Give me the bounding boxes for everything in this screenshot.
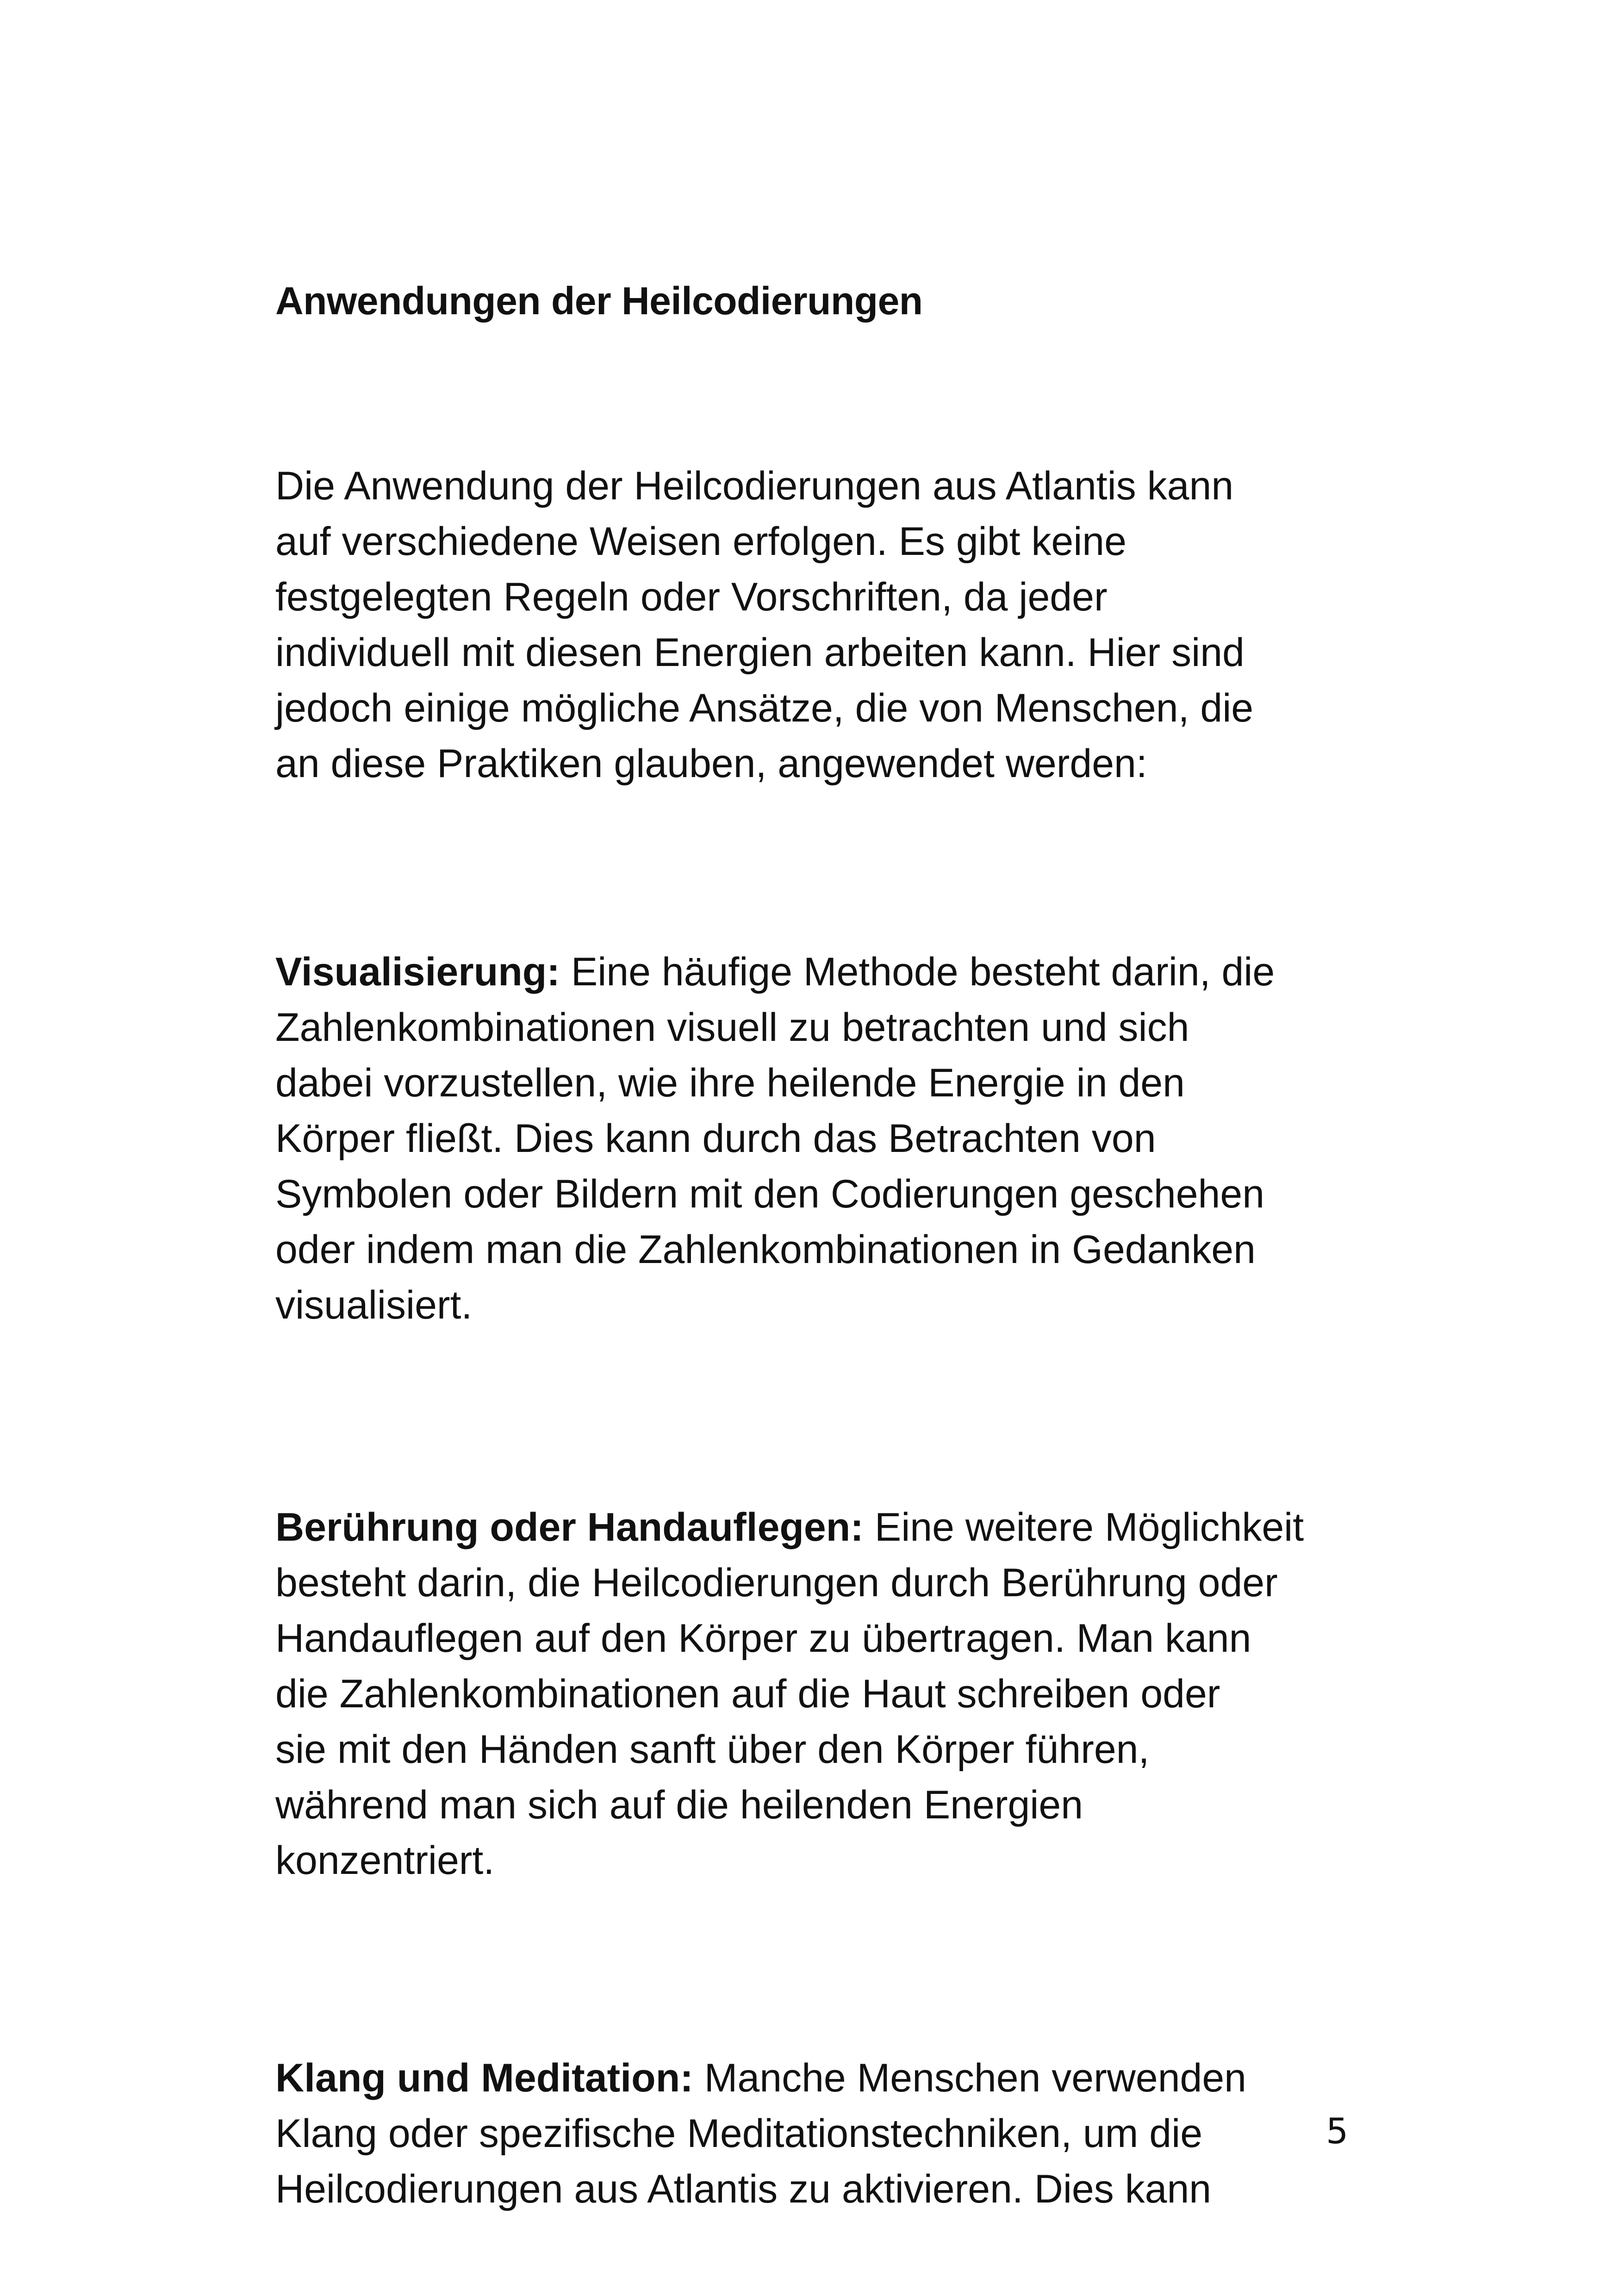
page-content	[275, 273, 1358, 2217]
method-paragraph-klang	[275, 2050, 1358, 2217]
method-paragraph-beruehrung	[275, 1500, 1358, 1888]
section-heading: Anwendungen der Heilcodierungen	[275, 279, 923, 323]
method-term: Berührung oder Handauflegen:	[275, 1505, 864, 1549]
method-term: Visualisierung:	[275, 950, 560, 994]
method-paragraph-visualisierung	[275, 944, 1358, 1333]
intro-paragraph: Die Anwendung der Heilcodierungen aus Atlantis kann auf verschiedene Weisen erfolgen. Es gibt keine festgelegten Regeln oder Vorschriften, da jeder individuell mit diesen Energien arbeiten kann. Hier sind jedoch einige mögliche Ansätze, die von Menschen, die an diese Praktiken glauben, angewendet werden:	[275, 464, 1254, 786]
method-text: Eine weitere Möglichkeit besteht darin, die Heilcodierungen durch Berührung oder Handauflegen auf den Körper zu übertragen. Man kann die Zahlenkombinationen auf die Haut schreiben oder sie mit den Händen sanft über den Körper führen, während man sich auf die heilenden Energien konzentriert.	[275, 1505, 1304, 1883]
method-text: Eine häufige Methode besteht darin, die Zahlenkombinationen visuell zu betrachten und sich dabei vorzustellen, wie ihre heilende Energie in den Körper fließt. Dies kann durch das Betrachten von Symbolen oder Bildern mit den Codierungen geschehen oder indem man die Zahlenkombinationen in Gedanken visualisiert.	[275, 950, 1275, 1327]
method-term: Klang und Meditation:	[275, 2056, 693, 2100]
page-number: 5	[1326, 2110, 1349, 2152]
method-text: Manche Menschen verwenden Klang oder spezifische Meditationstechniken, um die Heilcodierungen aus Atlantis zu aktivieren. Dies kann	[275, 2056, 1247, 2211]
